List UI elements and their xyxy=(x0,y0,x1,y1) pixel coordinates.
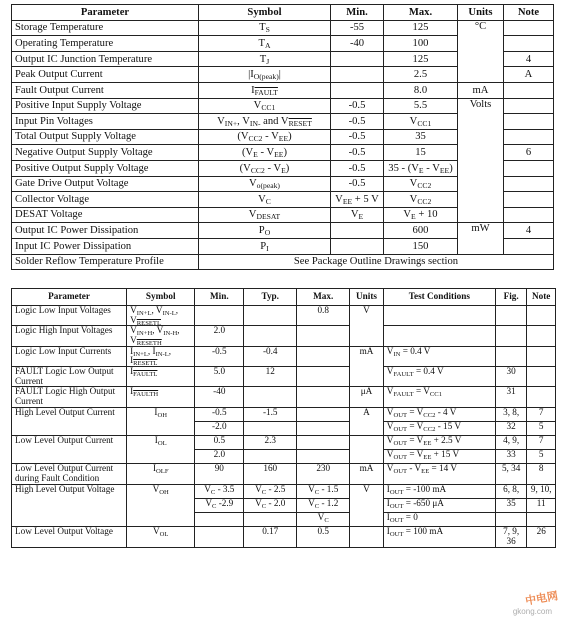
note-cell xyxy=(504,176,554,192)
min-cell xyxy=(331,67,384,83)
param-cell: Peak Output Current xyxy=(12,67,199,83)
table-row xyxy=(12,484,556,498)
symbol-cell: $V_{o(peak)}$ xyxy=(199,176,331,192)
symbol-cell: $T_S$ xyxy=(199,20,331,36)
param-cell: FAULT Logic High Output Current xyxy=(12,387,127,407)
symbol-cell: $V_C$ xyxy=(199,192,331,208)
cond-cell: $V_{FAULT} = V_{CC1}$ xyxy=(383,387,495,407)
param-cell: Gate Drive Output Voltage xyxy=(12,176,199,192)
watermark-logo: 中电网 xyxy=(524,590,559,608)
col-header-note: Note xyxy=(527,289,556,306)
units-cell: V xyxy=(350,306,384,347)
typ-cell xyxy=(244,387,297,407)
min-cell: -0.5 xyxy=(331,176,384,192)
typ-cell: 0.17 xyxy=(244,527,297,547)
fig-cell: 30 xyxy=(495,366,527,386)
note-cell xyxy=(504,238,554,254)
note-cell xyxy=(504,82,554,98)
param-cell: Logic Low Input Currents xyxy=(12,346,127,366)
max-cell: $V_{CC2}$ xyxy=(384,176,458,192)
max-cell xyxy=(297,407,350,421)
units-cell: V xyxy=(350,484,384,527)
min-cell: -0.5 xyxy=(331,114,384,130)
min-cell: -0.5 xyxy=(331,160,384,176)
typ-cell: 12 xyxy=(244,366,297,386)
typ-cell: 2.3 xyxy=(244,435,297,449)
note-cell xyxy=(504,207,554,223)
param-cell: High Level Output Voltage xyxy=(12,484,127,527)
min-cell: -0.5 xyxy=(195,346,244,366)
fig-cell: 33 xyxy=(495,450,527,464)
min-cell: -0.5 xyxy=(331,98,384,114)
param-cell: Negative Output Supply Voltage xyxy=(12,145,199,161)
min-cell xyxy=(331,51,384,67)
symbol-cell: $V_{CC1}$ xyxy=(199,98,331,114)
min-cell: -55 xyxy=(331,20,384,36)
units-cell: A xyxy=(350,407,384,435)
param-cell: Input IC Power Dissipation xyxy=(12,238,199,254)
cond-cell: $V_{FAULT} = 0.4$ V xyxy=(383,366,495,386)
param-cell: Low Level Output Current during Fault Condition xyxy=(12,464,127,484)
table-row xyxy=(12,346,556,366)
note-cell: 26 xyxy=(527,527,556,547)
fig-cell: 5, 34 xyxy=(495,464,527,484)
max-cell: 125 xyxy=(384,20,458,36)
typ-cell xyxy=(244,450,297,464)
symbol-cell: $V_{DESAT}$ xyxy=(199,207,331,223)
units-cell xyxy=(350,435,384,463)
symbol-cell: $V_{OH}$ xyxy=(127,484,195,527)
col-header-note: Note xyxy=(504,5,554,21)
param-cell: Low Level Output Current xyxy=(12,435,127,463)
max-cell xyxy=(297,421,350,435)
max-cell: 2.5 xyxy=(384,67,458,83)
col-header-units: Units xyxy=(350,289,384,306)
fig-cell: 31 xyxy=(495,387,527,407)
min-cell: 2.0 xyxy=(195,326,244,346)
max-cell: $V_C - 1.2$ xyxy=(297,498,350,512)
min-cell: 90 xyxy=(195,464,244,484)
max-cell: 230 xyxy=(297,464,350,484)
col-header-min: Min. xyxy=(195,289,244,306)
param-cell: Positive Output Supply Voltage xyxy=(12,160,199,176)
cond-cell xyxy=(383,306,495,326)
param-cell: Operating Temperature xyxy=(12,36,199,52)
note-cell: 5 xyxy=(527,450,556,464)
table-row xyxy=(12,20,554,36)
max-cell xyxy=(297,450,350,464)
min-cell: $V_C$ -2.9 xyxy=(195,498,244,512)
table-row xyxy=(12,387,556,407)
min-cell: 2.0 xyxy=(195,450,244,464)
note-cell xyxy=(504,36,554,52)
table-row xyxy=(12,98,554,114)
units-cell: °C xyxy=(458,20,504,82)
max-cell xyxy=(297,366,350,386)
max-cell: 600 xyxy=(384,223,458,239)
col-header-typ: Typ. xyxy=(244,289,297,306)
fig-cell xyxy=(495,326,527,346)
symbol-cell: $(V_{CC2} - V_E)$ xyxy=(199,160,331,176)
note-cell xyxy=(527,326,556,346)
note-cell: 8 xyxy=(527,464,556,484)
units-cell: mA xyxy=(350,464,384,484)
min-cell: -2.0 xyxy=(195,421,244,435)
min-cell: -0.5 xyxy=(331,129,384,145)
symbol-cell: $P_O$ xyxy=(199,223,331,239)
typ-cell: -1.5 xyxy=(244,407,297,421)
symbol-cell: $I_{IN+L}$, $I_{IN-L}$, $I_{RESETL}$ xyxy=(127,346,195,366)
table-row xyxy=(12,326,556,346)
param-cell: Fault Output Current xyxy=(12,82,199,98)
symbol-cell: $I_{FAULTL}$ xyxy=(127,366,195,386)
fig-cell xyxy=(495,513,527,527)
param-cell: Collector Voltage xyxy=(12,192,199,208)
min-cell: -40 xyxy=(195,387,244,407)
param-cell: Solder Reflow Temperature Profile xyxy=(12,254,199,270)
fig-cell xyxy=(495,306,527,326)
param-cell: DESAT Voltage xyxy=(12,207,199,223)
units-cell: mW xyxy=(458,223,504,254)
fig-cell xyxy=(495,346,527,366)
header-row xyxy=(12,289,556,306)
typ-cell xyxy=(244,326,297,346)
min-cell xyxy=(331,82,384,98)
fig-cell: 7, 9, 36 xyxy=(495,527,527,547)
cond-cell: $V_{OUT} = V_{CC2} - 15$ V xyxy=(383,421,495,435)
param-cell: Logic High Input Voltages xyxy=(12,326,127,346)
note-cell: 4 xyxy=(504,51,554,67)
min-cell xyxy=(195,513,244,527)
symbol-cell: $I_{OL}$ xyxy=(127,435,195,463)
min-cell: 0.5 xyxy=(195,435,244,449)
cond-cell: $V_{OUT} = V_{EE} + 2.5$ V xyxy=(383,435,495,449)
param-cell: FAULT Logic Low Output Current xyxy=(12,366,127,386)
min-cell xyxy=(195,527,244,547)
note-cell: 7 xyxy=(527,407,556,421)
units-cell: μA xyxy=(350,387,384,407)
symbol-cell: $I_{OLF}$ xyxy=(127,464,195,484)
note-cell: 11 xyxy=(527,498,556,512)
cond-cell: $I_{OUT} = -650$ μA xyxy=(383,498,495,512)
max-cell: 150 xyxy=(384,238,458,254)
param-cell: Low Level Output Voltage xyxy=(12,527,127,547)
units-cell: mA xyxy=(458,82,504,98)
typ-cell xyxy=(244,513,297,527)
table-row xyxy=(12,464,556,484)
note-cell xyxy=(504,114,554,130)
symbol-cell: $I_{FAULTH}$ xyxy=(127,387,195,407)
cond-cell: $V_{OUT} - V_{EE} = 14$ V xyxy=(383,464,495,484)
units-cell xyxy=(350,527,384,547)
max-cell: 0.5 xyxy=(297,527,350,547)
min-cell: -40 xyxy=(331,36,384,52)
cond-cell: $I_{OUT} = 100$ mA xyxy=(383,527,495,547)
table-row xyxy=(12,82,554,98)
note-cell xyxy=(527,366,556,386)
min-cell xyxy=(331,223,384,239)
col-header-parameter: Parameter xyxy=(12,5,199,21)
max-cell: $V_{CC2}$ xyxy=(384,192,458,208)
cond-cell xyxy=(383,326,495,346)
fig-cell: 3, 8, xyxy=(495,407,527,421)
col-header-parameter: Parameter xyxy=(12,289,127,306)
note-cell xyxy=(527,346,556,366)
col-header-min: Min. xyxy=(331,5,384,21)
symbol-cell: $V_{OL}$ xyxy=(127,527,195,547)
col-header-units: Units xyxy=(458,5,504,21)
param-cell: Positive Input Supply Voltage xyxy=(12,98,199,114)
min-cell: 5.0 xyxy=(195,366,244,386)
param-cell: High Level Output Current xyxy=(12,407,127,435)
note-cell xyxy=(527,387,556,407)
max-cell: 0.8 xyxy=(297,306,350,326)
max-cell: 5.5 xyxy=(384,98,458,114)
param-cell: Logic Low Input Voltages xyxy=(12,306,127,326)
note-cell xyxy=(504,192,554,208)
symbol-cell: $T_A$ xyxy=(199,36,331,52)
param-cell: Output IC Junction Temperature xyxy=(12,51,199,67)
symbol-cell: $(V_{CC2} - V_{EE})$ xyxy=(199,129,331,145)
note-cell: 9, 10, xyxy=(527,484,556,498)
table-row xyxy=(12,254,554,270)
max-cell: 125 xyxy=(384,51,458,67)
col-header-max: Max. xyxy=(297,289,350,306)
symbol-cell: $|I_{O(peak)}|$ xyxy=(199,67,331,83)
min-cell: -0.5 xyxy=(195,407,244,421)
col-header-test-conditions: Test Conditions xyxy=(383,289,495,306)
min-cell: $V_C - 3.5$ xyxy=(195,484,244,498)
units-cell: A xyxy=(504,67,554,83)
min-cell xyxy=(195,306,244,326)
min-cell xyxy=(331,238,384,254)
note-cell xyxy=(504,20,554,36)
symbol-cell: $V_{IN+H}$, $V_{IN-H}$, $V_{RESETH}$ xyxy=(127,326,195,346)
param-cell: Input Pin Voltages xyxy=(12,114,199,130)
symbol-cell: $(V_E - V_{EE})$ xyxy=(199,145,331,161)
typ-cell: $V_C - 2.5$ xyxy=(244,484,297,498)
note-cell xyxy=(504,129,554,145)
note-cell xyxy=(504,160,554,176)
table-row xyxy=(12,366,556,386)
max-cell: $V_E + 10$ xyxy=(384,207,458,223)
min-cell: $V_{EE} + 5$ V xyxy=(331,192,384,208)
header-row xyxy=(12,5,554,21)
cond-cell: $I_{OUT} = 0$ xyxy=(383,513,495,527)
note-cell: 6 xyxy=(504,145,554,161)
max-cell: 100 xyxy=(384,36,458,52)
max-cell xyxy=(297,346,350,366)
note-cell xyxy=(504,98,554,114)
units-cell: mA xyxy=(350,346,384,387)
note-cell: 7 xyxy=(527,435,556,449)
max-cell: $35 - (V_E - V_{EE})$ xyxy=(384,160,458,176)
symbol-cell: $V_{IN+}$, $V_{IN-}$ and $V_{RESET}$ xyxy=(199,114,331,130)
note-cell xyxy=(527,513,556,527)
symbol-cell: $V_{IN+L}$, $V_{IN-L}$, $V_{RESETL}$ xyxy=(127,306,195,326)
symbol-cell: $I_{OH}$ xyxy=(127,407,195,435)
min-cell: $V_E$ xyxy=(331,207,384,223)
cond-cell: $V_{IN} = 0.4$ V xyxy=(383,346,495,366)
absolute-maximum-ratings-table xyxy=(11,4,554,270)
typ-cell: -0.4 xyxy=(244,346,297,366)
watermark-site: gkong.com xyxy=(512,607,552,616)
cond-cell: $V_{OUT} = V_{CC2} - 4$ V xyxy=(383,407,495,421)
table-row xyxy=(12,435,556,449)
typ-cell: $V_C - 2.0$ xyxy=(244,498,297,512)
param-cell: Total Output Supply Voltage xyxy=(12,129,199,145)
col-header-symbol: Symbol xyxy=(199,5,331,21)
col-header-fig: Fig. xyxy=(495,289,527,306)
note-cell: 5 xyxy=(527,421,556,435)
cond-cell: $V_{OUT} = V_{EE} + 15$ V xyxy=(383,450,495,464)
typ-cell: 160 xyxy=(244,464,297,484)
symbol-cell: $T_J$ xyxy=(199,51,331,67)
max-cell: $V_{CC1}$ xyxy=(384,114,458,130)
max-cell xyxy=(297,326,350,346)
note-cell: 4 xyxy=(504,223,554,239)
units-cell: Volts xyxy=(458,98,504,223)
electrical-characteristics-table xyxy=(11,288,556,548)
max-cell xyxy=(297,435,350,449)
symbol-cell: $I_{FAULT}$ xyxy=(199,82,331,98)
table-row xyxy=(12,306,556,326)
table-row xyxy=(12,407,556,421)
col-header-max: Max. xyxy=(384,5,458,21)
cond-cell: $I_{OUT} = -100$ mA xyxy=(383,484,495,498)
max-cell: $V_C - 1.5$ xyxy=(297,484,350,498)
table-row xyxy=(12,223,554,239)
min-cell: -0.5 xyxy=(331,145,384,161)
symbol-cell: $P_I$ xyxy=(199,238,331,254)
param-cell: Storage Temperature xyxy=(12,20,199,36)
max-cell: 8.0 xyxy=(384,82,458,98)
fig-cell: 6, 8, xyxy=(495,484,527,498)
note-cell xyxy=(527,306,556,326)
typ-cell xyxy=(244,421,297,435)
param-cell: Output IC Power Dissipation xyxy=(12,223,199,239)
fig-cell: 35 xyxy=(495,498,527,512)
max-cell xyxy=(297,387,350,407)
max-cell: 15 xyxy=(384,145,458,161)
fig-cell: 4, 9, xyxy=(495,435,527,449)
max-cell: $V_C$ xyxy=(297,513,350,527)
fig-cell: 32 xyxy=(495,421,527,435)
reflow-profile-cell: See Package Outline Drawings section xyxy=(199,254,554,270)
max-cell: 35 xyxy=(384,129,458,145)
typ-cell xyxy=(244,306,297,326)
col-header-symbol: Symbol xyxy=(127,289,195,306)
table-row xyxy=(12,527,556,547)
